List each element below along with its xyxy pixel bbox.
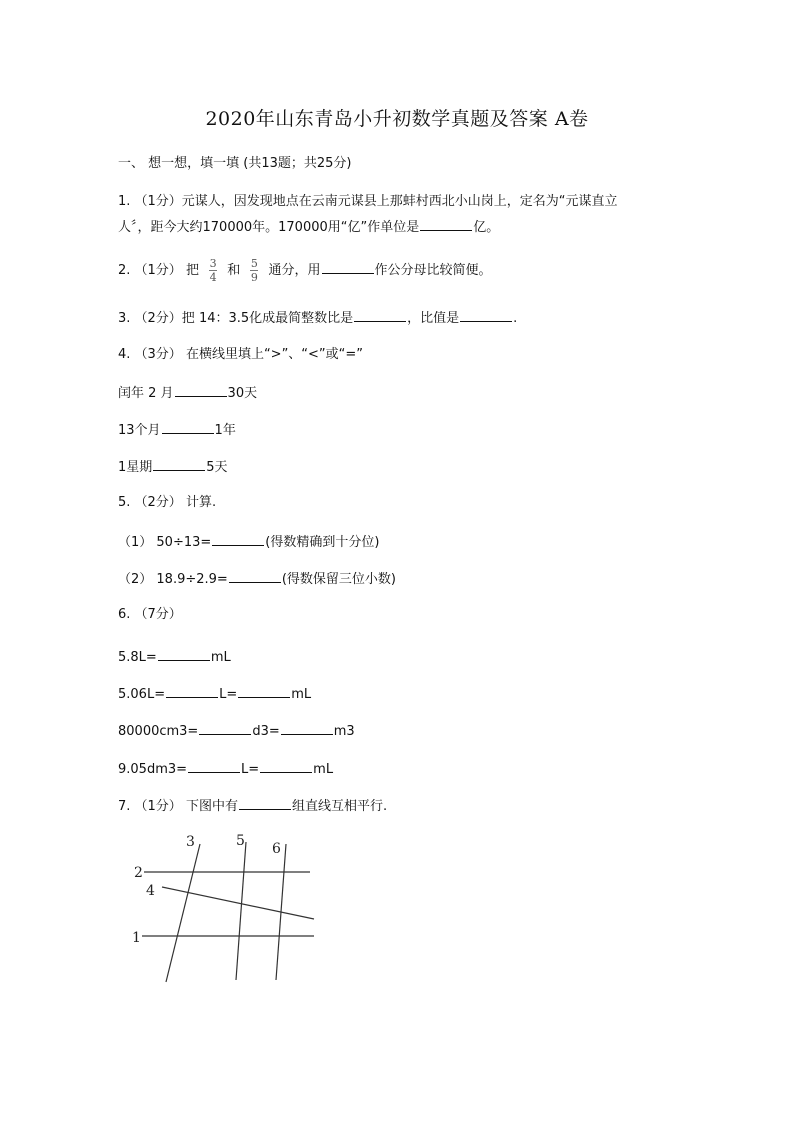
answer-blank[interactable] [188,760,240,773]
answer-blank[interactable] [420,218,472,231]
fraction-five-ninths [250,258,258,283]
section-heading: 一、 想一想，填一填 (共13题；共25分) [118,156,352,171]
answer-blank[interactable] [322,261,374,274]
fraction-numerator: 3 [209,257,217,270]
question-1-text: 人〞，距今大约170000年。170000用“亿”作单位是 [118,220,420,235]
question-1-line-1: 1. （1分）元谋人，因发现地点在云南元谋县上那蚌村西北小山岗上，定名为“元谋直立 [118,194,618,209]
question-3 [118,309,517,327]
answer-blank[interactable] [212,533,264,546]
label-3: 3 [186,834,195,850]
row-right: 30天 [227,386,258,401]
row-part: mL [291,687,312,702]
parallel-lines-figure [120,826,330,986]
row-part: 9.05dm3= [118,762,188,777]
row-part: mL [313,762,334,777]
question-5-item [118,570,396,588]
question-1-line-2 [118,218,499,236]
question-3-mid: ，比值是 [407,311,460,326]
row-part: d3= [252,724,280,739]
answer-blank[interactable] [354,309,406,322]
label-6: 6 [272,841,281,857]
question-5: 5. （2分） 计算. [118,495,217,510]
question-6-row [118,685,311,703]
question-3-end: . [513,311,518,326]
label-5: 5 [236,833,245,849]
question-2 [118,258,492,283]
question-6-row [118,760,333,778]
row-left: 1星期 [118,460,153,475]
item-right: (得数保留三位小数) [281,572,396,587]
label-4: 4 [146,883,155,899]
fraction-numerator: 5 [250,257,258,270]
line-3 [166,844,200,982]
answer-blank[interactable] [153,458,205,471]
row-part: 80000cm3= [118,724,199,739]
row-part: mL [210,650,231,665]
fraction-denominator: 4 [209,271,217,284]
question-2-and: 和 [227,263,241,278]
label-2: 2 [134,865,143,881]
answer-blank[interactable] [260,760,312,773]
question-4-row [118,384,257,402]
line-6 [276,844,286,980]
answer-blank[interactable] [281,722,333,735]
answer-blank[interactable] [239,797,291,810]
question-2-after: 通分，用 [268,263,321,278]
question-2-prefix: 2. （1分） 把 [118,263,199,278]
answer-blank[interactable] [162,421,214,434]
question-4: 4. （3分） 在横线里填上“>”、“<”或“=” [118,347,364,362]
question-4-row [118,458,228,476]
row-part: m3 [333,724,355,739]
question-6-row [118,722,355,740]
item-left: （1） 50÷13= [118,535,212,550]
question-4-row [118,421,236,439]
page-title: 2020年山东青岛小升初数学真题及答案 A卷 [205,108,589,130]
question-6-row [118,648,231,666]
row-right: 1年 [214,423,236,438]
question-1-unit: 亿。 [473,220,500,235]
question-7-start: 7. （1分） 下图中有 [118,799,238,814]
question-5-item [118,533,379,551]
fraction-three-quarters [209,258,217,283]
item-left: （2） 18.9÷2.9= [118,572,228,587]
question-7-end: 组直线互相平行. [291,799,388,814]
row-left: 闰年 2 月 [118,386,174,401]
row-right: 5天 [206,460,228,475]
fraction-denominator: 9 [250,271,258,284]
answer-blank[interactable] [175,384,227,397]
question-2-end: 作公分母比较简便。 [374,263,492,278]
row-left: 13个月 [118,423,161,438]
row-part: 5.06L= [118,687,166,702]
line-4 [162,887,314,919]
label-1: 1 [132,930,141,946]
answer-blank[interactable] [158,648,210,661]
question-7 [118,797,387,815]
answer-blank[interactable] [238,685,290,698]
row-part: L= [241,762,260,777]
question-3-start: 3. （2分）把 14：3.5化成最简整数比是 [118,311,354,326]
answer-blank[interactable] [166,685,218,698]
row-part: L= [219,687,238,702]
answer-blank[interactable] [229,570,281,583]
question-6: 6. （7分） [118,607,182,622]
line-5 [236,842,246,980]
answer-blank[interactable] [460,309,512,322]
item-right: (得数精确到十分位) [265,535,380,550]
row-part: 5.8L= [118,650,157,665]
answer-blank[interactable] [199,722,251,735]
